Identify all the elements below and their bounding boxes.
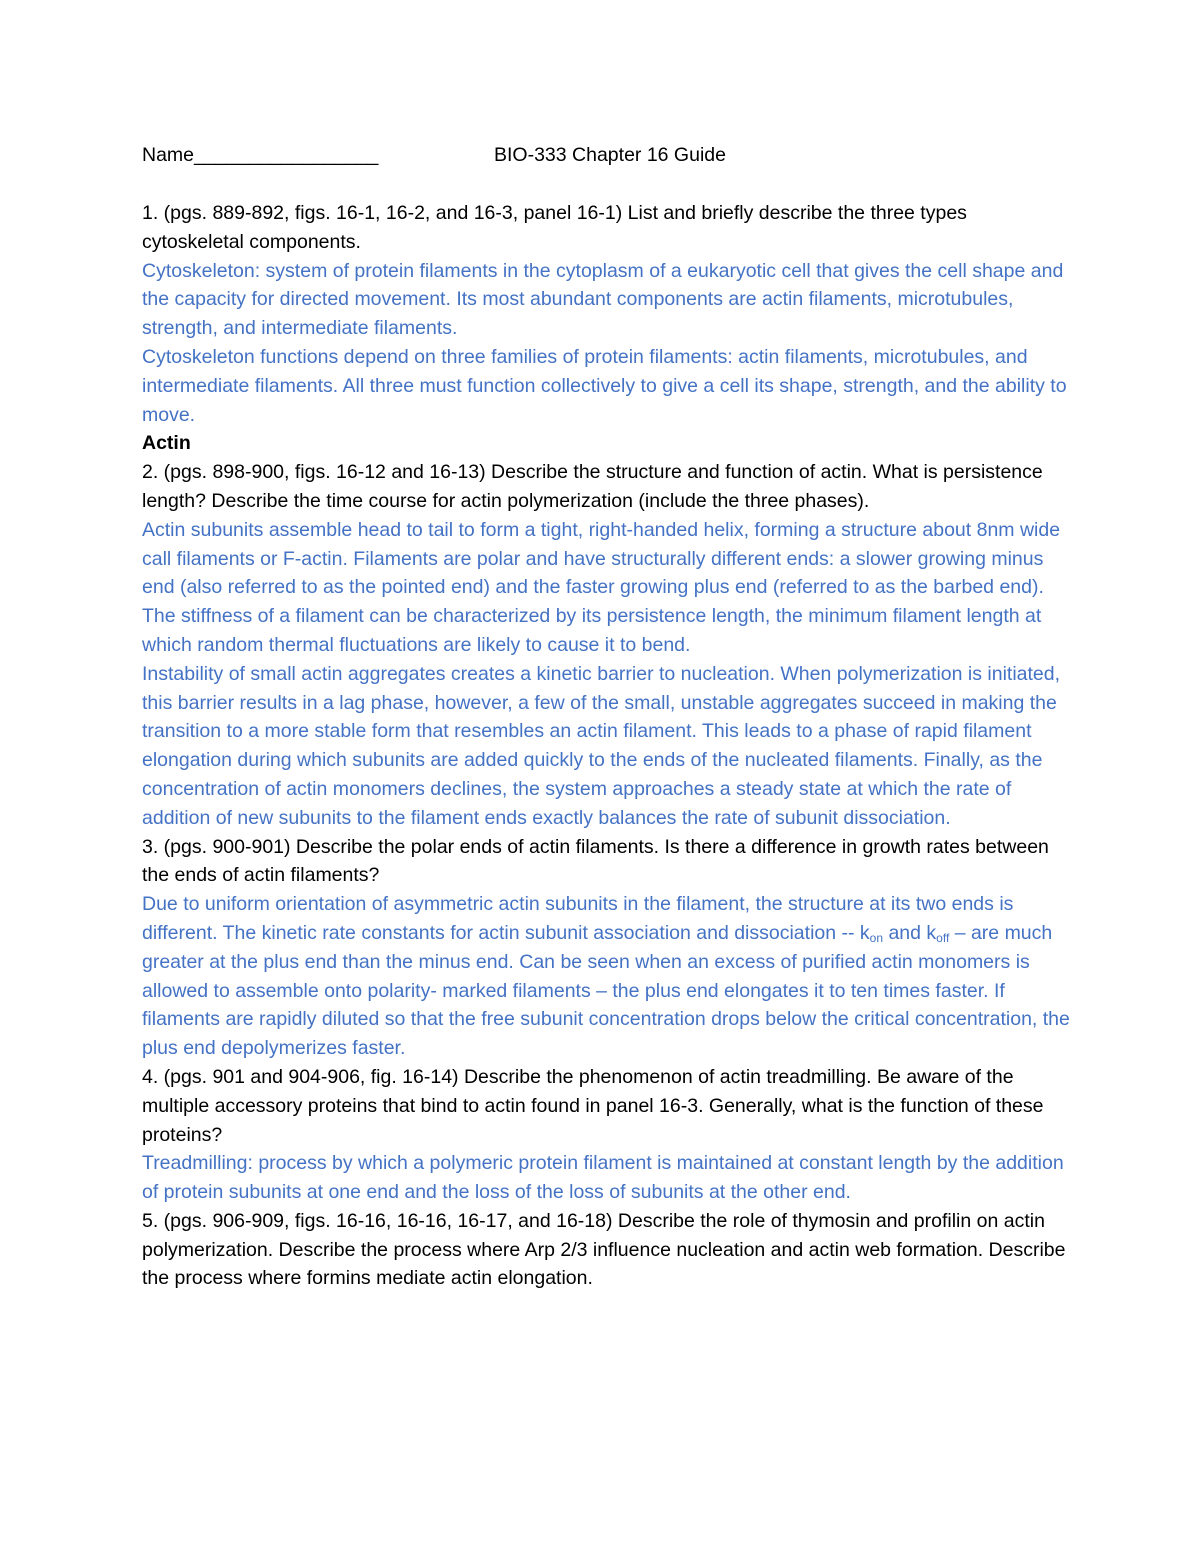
answer-3-part-1: Due to uniform orientation of asymmetric actin subunits in the filament, the structure at its two ends is different. The kinetic rate constants for actin subunit association and dissociation -- k bbox=[142, 893, 1014, 944]
name-field-label: Name_________________ bbox=[142, 144, 379, 166]
answer-3-part-2: and k bbox=[883, 921, 937, 944]
question-4: 4. (pgs. 901 and 904-906, fig. 16-14) Describe the phenomenon of actin treadmilling. Be aware of the multiple accessory proteins that bind to actin found in panel 16-3. Generally, what is the function of these proteins? bbox=[142, 1065, 1044, 1146]
question-5: 5. (pgs. 906-909, figs. 16-16, 16-16, 16-17, and 16-18) Describe the role of thymosin and profilin on actin polymerization. Describe the process where Arp 2/3 influence nucleation and actin web formation. Describe the process where formins mediate actin elongation. bbox=[142, 1209, 1066, 1290]
k-on-subscript: on bbox=[869, 930, 884, 945]
document-page bbox=[142, 141, 1072, 1293]
k-off-subscript: off bbox=[936, 930, 950, 945]
answer-1-paragraph-2: Cytoskeleton functions depend on three families of protein filaments: actin filaments, microtubules, and intermediate filaments. All three must function collectively to give a cell its shape, strength, and the ability to move. bbox=[142, 345, 1067, 426]
question-1: 1. (pgs. 889-892, figs. 16-1, 16-2, and 16-3, panel 16-1) List and briefly describe the three types cytoskeletal components. bbox=[142, 202, 967, 253]
document-header bbox=[142, 141, 1072, 170]
answer-1-paragraph-1: Cytoskeleton: system of protein filaments in the cytoplasm of a eukaryotic cell that gives the cell shape and the capacity for directed movement. Its most abundant components are actin filaments, microtubules, strength, and intermediate filaments. bbox=[142, 259, 1064, 340]
question-2: 2. (pgs. 898-900, figs. 16-12 and 16-13) Describe the structure and function of actin. What is persistence length? Describe the time course for actin polymerization (include the three phases). bbox=[142, 461, 1043, 512]
course-title: BIO-333 Chapter 16 Guide bbox=[494, 144, 726, 166]
question-3: 3. (pgs. 900-901) Describe the polar ends of actin filaments. Is there a difference in growth rates between the ends of actin filaments? bbox=[142, 835, 1049, 887]
answer-2-paragraph-3: Instability of small actin aggregates creates a kinetic barrier to nucleation. When polymerization is initiated, this barrier results in a lag phase, however, a few of the small, unstable aggregates succeed in making the transition to a more stable form that resembles an actin filament. This leads to a phase of rapid filament elongation during which subunits are added quickly to the ends of the nucleated filaments. Finally, as the concentration of actin monomers declines, the system approaches a steady state at which the rate of addition of new subunits to the filament ends exactly balances the rate of subunit dissociation. bbox=[142, 662, 1061, 829]
answer-3 bbox=[142, 890, 1072, 1063]
answer-4: Treadmilling: process by which a polymeric protein filament is maintained at constant length by the addition of protein subunits at one end and the loss of the loss of subunits at the other end. bbox=[142, 1152, 1064, 1204]
answer-2-paragraph-1: Actin subunits assemble head to tail to form a tight, right-handed helix, forming a structure about 8nm wide call filaments or F-actin. Filaments are polar and have structurally different ends: a slower growing minus end (also referred to as the pointed end) and the faster growing plus end (referred to as the barbed end). bbox=[142, 518, 1061, 599]
answer-3-part-3: – are much greater at the plus end than the minus end. Can be seen when an excess of purified actin monomers is allowed to assemble onto polarity- marked filaments – the plus end elongates it to ten times faster. If filaments are rapidly diluted so that the free subunit concentration drops below the critical concentration, the plus end depolymerizes faster. bbox=[142, 921, 1070, 1060]
answer-2-paragraph-2: The stiffness of a filament can be characterized by its persistence length, the minimum filament length at which random thermal fluctuations are likely to cause it to bend. bbox=[142, 605, 1042, 656]
section-heading-actin: Actin bbox=[142, 432, 191, 455]
